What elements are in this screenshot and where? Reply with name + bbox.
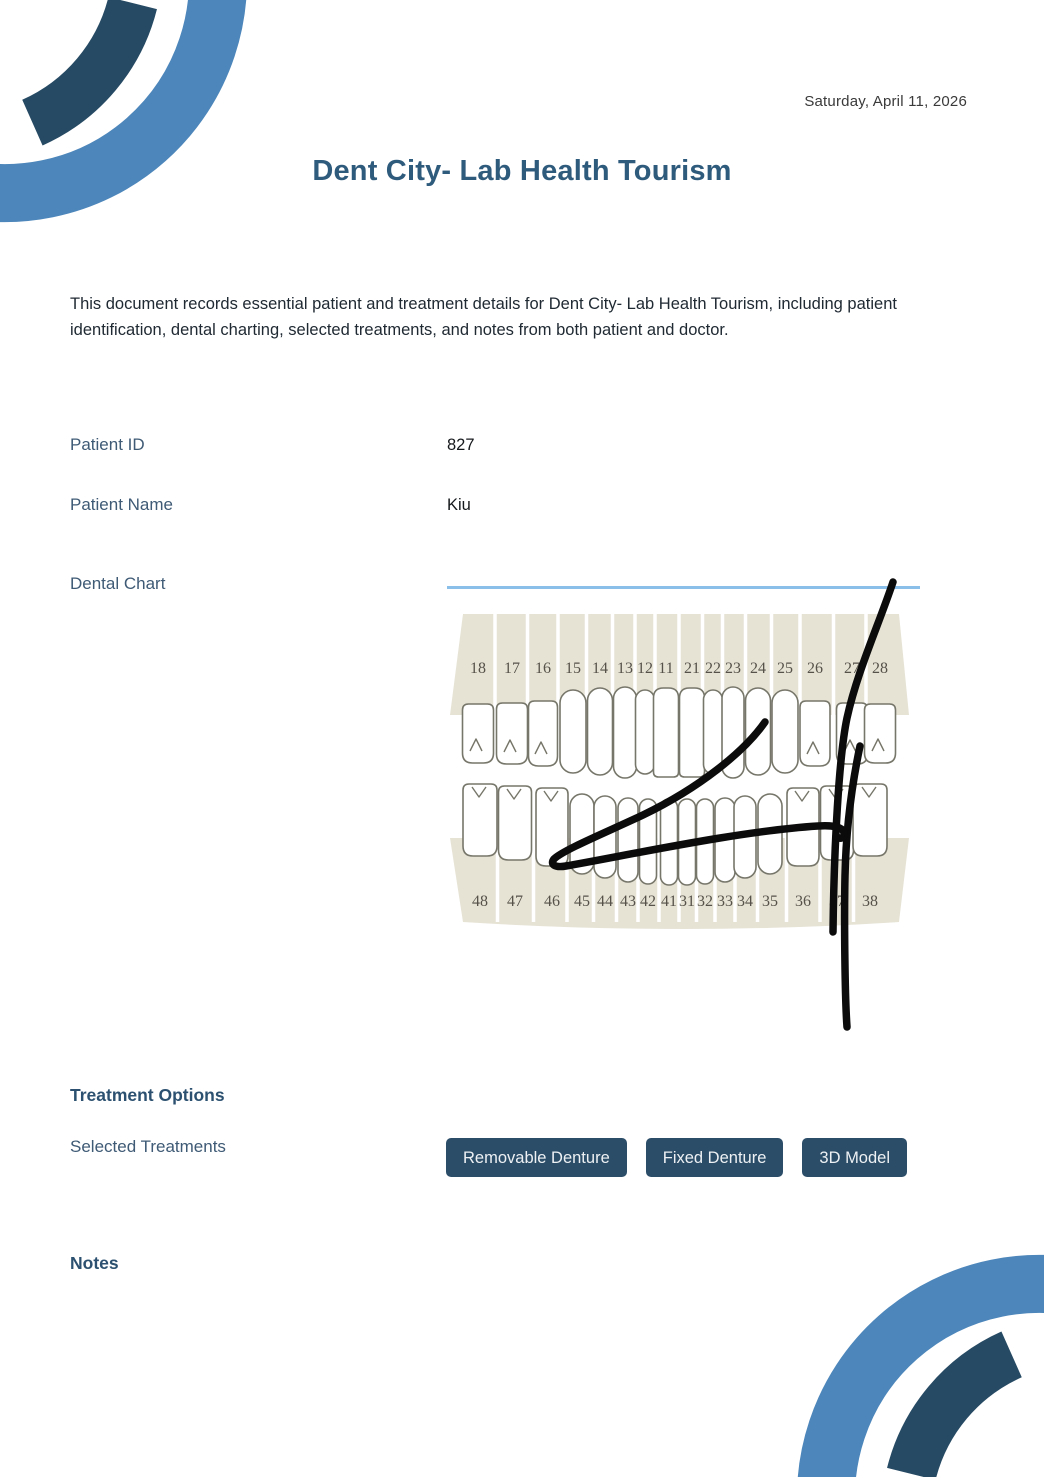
- corner-arc-bottom-right-decoration: [784, 1229, 1044, 1477]
- tooth-upper: [614, 687, 637, 778]
- tooth-number-upper: 22: [705, 660, 721, 677]
- tooth-number-upper: 24: [750, 660, 766, 677]
- tooth-number-upper: 13: [617, 660, 633, 677]
- blue-arc: [826, 1284, 1044, 1477]
- tooth-upper: [560, 690, 586, 773]
- selected-treatments-label: Selected Treatments: [70, 1137, 226, 1156]
- divider: [832, 614, 836, 715]
- dental-chart-svg[interactable]: [447, 584, 920, 1036]
- tooth-upper: [463, 704, 494, 763]
- tooth-lower: [618, 798, 638, 882]
- corner-arc-top-left-decoration: [0, 0, 260, 248]
- treatment-options-heading: Treatment Options: [70, 1085, 225, 1105]
- tooth-upper: [704, 690, 723, 774]
- tooth-number-lower: 34: [737, 893, 753, 910]
- chart-top-line: [447, 586, 920, 589]
- tooth-number-upper: 12: [637, 660, 653, 677]
- tooth-upper: [680, 688, 705, 777]
- tooth-number-upper: 25: [777, 660, 793, 677]
- tooth-number-lower: 38: [862, 893, 878, 910]
- divider: [526, 614, 530, 715]
- tooth-number-upper: 14: [592, 660, 608, 677]
- tooth-number-upper: 26: [807, 660, 823, 677]
- intro-paragraph: This document records essential patient and treatment details for Dent City- Lab Health Tourism, including patient identification, dental charting, selected treatments, and notes from both patient and doctor.: [70, 295, 897, 339]
- tooth-number-lower: 37: [829, 893, 845, 910]
- tooth-number-lower: 31: [679, 893, 695, 910]
- tooth-upper: [636, 690, 655, 774]
- divider: [493, 614, 497, 715]
- dental-chart-label: Dental Chart: [70, 574, 166, 593]
- tooth-number-upper: 18: [470, 660, 486, 677]
- divider: [556, 614, 560, 715]
- tooth-upper: [529, 701, 558, 766]
- tooth-number-upper: 15: [565, 660, 581, 677]
- patient-name-label: Patient Name: [70, 495, 173, 514]
- treatment-button-3d-model[interactable]: 3D Model: [802, 1138, 907, 1177]
- divider: [798, 614, 802, 715]
- tooth-number-lower: 42: [640, 893, 656, 910]
- patient-name-value: Kiu: [447, 496, 471, 514]
- page-title: Dent City- Lab Health Tourism: [312, 155, 732, 187]
- tooth-upper: [497, 703, 528, 764]
- tooth-number-lower: 32: [697, 893, 713, 910]
- tooth-number-upper: 17: [504, 660, 520, 677]
- tooth-number-lower: 45: [574, 893, 590, 910]
- tooth-upper: [865, 704, 896, 763]
- tooth-number-lower: 48: [472, 893, 488, 910]
- tooth-number-lower: 43: [620, 893, 636, 910]
- tooth-number-upper: 23: [725, 660, 741, 677]
- navy-arc: [911, 1354, 1011, 1474]
- tooth-number-lower: 46: [544, 893, 560, 910]
- patient-id-value: 827: [447, 436, 475, 454]
- notes-heading: Notes: [70, 1253, 119, 1273]
- tooth-number-lower: 47: [507, 893, 523, 910]
- document-date: Saturday, April 11, 2026: [804, 93, 967, 110]
- tooth-number-upper: 16: [535, 660, 551, 677]
- tooth-number-upper: 11: [658, 660, 674, 677]
- treatment-button-removable-denture[interactable]: Removable Denture: [446, 1138, 627, 1177]
- tooth-number-upper: 27: [844, 660, 860, 677]
- navy-arc: [32, 3, 132, 123]
- tooth-number-lower: 44: [597, 893, 613, 910]
- patient-id-label: Patient ID: [70, 435, 145, 454]
- tooth-number-lower: 35: [762, 893, 778, 910]
- selected-treatments-row: [446, 1138, 907, 1177]
- tooth-number-lower: 36: [795, 893, 811, 910]
- tooth-number-lower: 33: [717, 893, 733, 910]
- tooth-upper: [588, 688, 613, 775]
- tooth-upper: [772, 690, 798, 773]
- tooth-upper: [800, 701, 830, 766]
- dental-chart-canvas[interactable]: [447, 584, 920, 1036]
- tooth-number-lower: 41: [661, 893, 677, 910]
- tooth-upper: [654, 688, 679, 777]
- treatment-button-fixed-denture[interactable]: Fixed Denture: [646, 1138, 784, 1177]
- tooth-number-upper: 21: [684, 660, 700, 677]
- tooth-number-upper: 28: [872, 660, 888, 677]
